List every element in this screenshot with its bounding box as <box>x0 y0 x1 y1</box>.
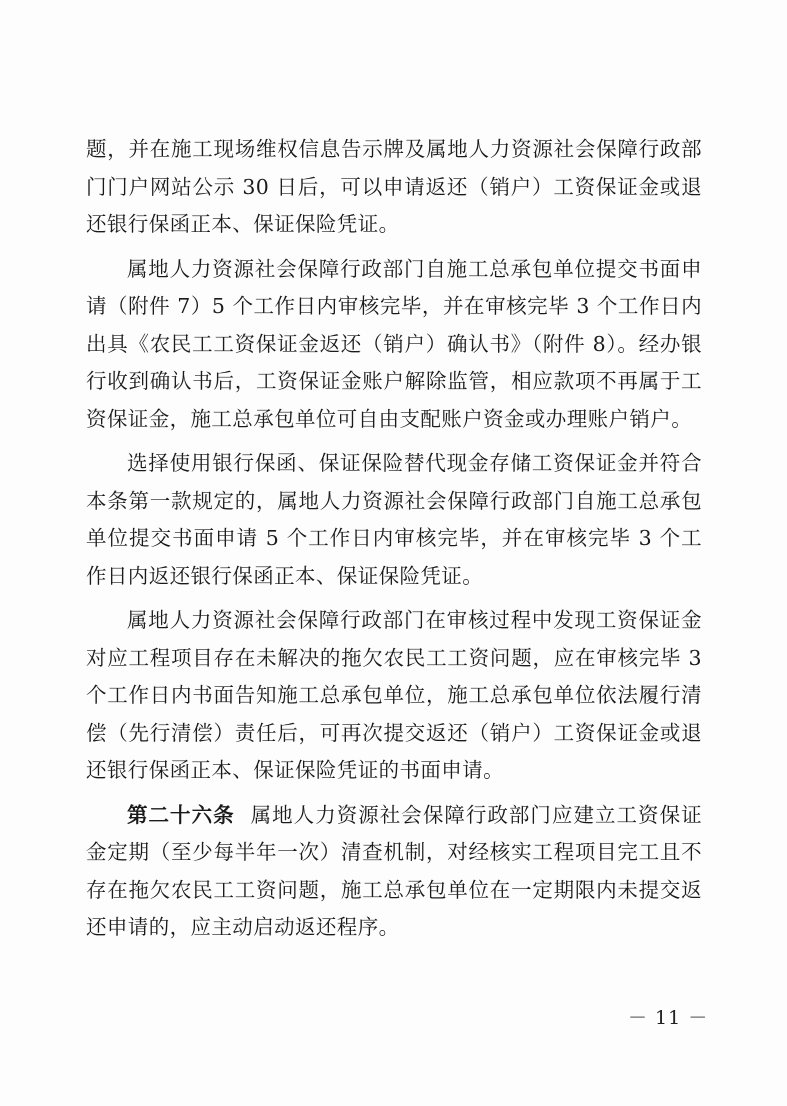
page-number: － 11 － <box>628 1007 709 1029</box>
paragraph-arrears-issue: 属地人力资源社会保障行政部门在审核过程中发现工资保证金对应工程项目存在未解决的拖欠农民工工资问题，应在审核完毕 3 个工作日内书面告知施工总承包单位，施工总承包单位依法履行清偿（先行清偿）责任后，可再次提交返还（销户）工资保证金或退还银行保函正本、保证保险凭证的书面申请。 <box>86 608 702 782</box>
article-number: 第二十六条 <box>127 802 235 827</box>
paragraph-review-timeline: 属地人力资源社会保障行政部门自施工总承包单位提交书面申请（附件 7）5 个工作日内审核完毕，并在审核完毕 3 个工作日内出具《农民工工资保证金返还（销户）确认书》（附件 8）。经办银行收到确认书后，工资保证金账户解除监管，相应款项不再属于工资保证金，施工总承包单位可自由支配账户资金或办理账户销户。 <box>86 256 702 431</box>
paragraph-continuation: 题，并在施工现场维权信息告示牌及属地人力资源社会保障行政部门门户网站公示 30 日后，可以申请返还（销户）工资保证金或退还银行保函正本、保证保险凭证。 <box>86 137 702 236</box>
paragraph-article-26 <box>86 797 702 947</box>
paragraph-bank-guarantee: 选择使用银行保函、保证保险替代现金存储工资保证金并符合本条第一款规定的，属地人力资源社会保障行政部门自施工总承包单位提交书面申请 5 个工作日内审核完毕，并在审核完毕 3 个工作日内返还银行保函正本、保证保险凭证。 <box>86 451 702 588</box>
document-body <box>86 131 702 954</box>
article-text: 属地人力资源社会保障行政部门应建立工资保证金定期（至少每半年一次）清查机制，对经核实工程项目完工且不存在拖欠农民工工资问题，施工总承包单位在一定期限内未提交返还申请的，应主动启动返还程序。 <box>86 802 702 939</box>
